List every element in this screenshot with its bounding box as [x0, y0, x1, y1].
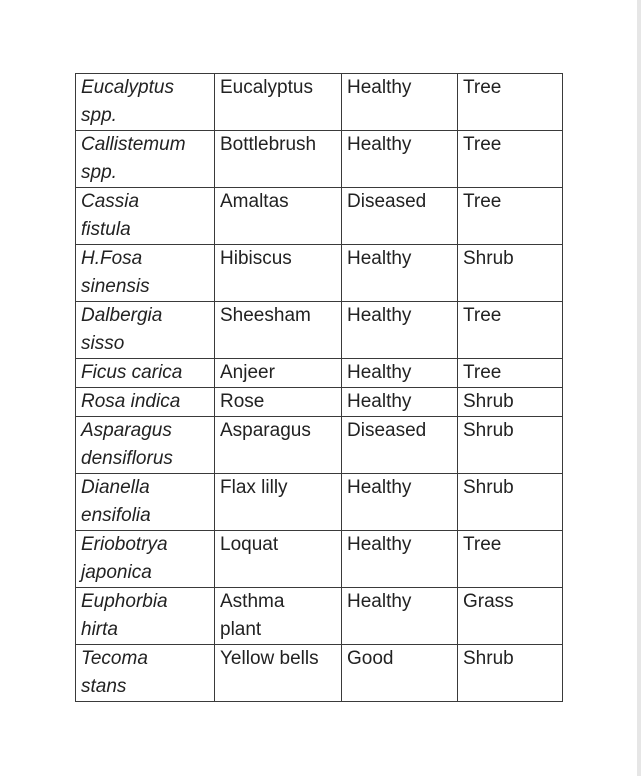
scientific-name-cell: [76, 588, 215, 645]
table-row: [76, 388, 563, 417]
common-name-cell-line: Hibiscus: [220, 248, 292, 269]
plant-type-cell: Shrub: [458, 417, 563, 474]
table-row: [76, 531, 563, 588]
table-row: [76, 302, 563, 359]
plant-type-cell: Tree: [458, 531, 563, 588]
common-name-cell: [215, 531, 342, 588]
common-name-cell-line: Rose: [220, 391, 265, 412]
scientific-name-cell-line: Eriobotrya: [81, 534, 168, 555]
plant-type-cell: Shrub: [458, 645, 563, 702]
common-name-cell: [215, 302, 342, 359]
common-name-cell-line: Eucalyptus: [220, 77, 313, 98]
scientific-name-cell-line: ensifolia: [81, 505, 151, 526]
plant-type-cell: Tree: [458, 188, 563, 245]
table-row: [76, 645, 563, 702]
table-row: [76, 188, 563, 245]
scientific-name-cell-line: Callistemum: [81, 134, 186, 155]
health-status-cell: Healthy: [342, 245, 458, 302]
common-name-cell-line: Bottlebrush: [220, 134, 317, 155]
common-name-cell: [215, 417, 342, 474]
scientific-name-cell-line: stans: [81, 676, 127, 697]
scientific-name-cell: [76, 645, 215, 702]
scientific-name-cell-line: spp.: [81, 105, 117, 126]
scientific-name-cell-line: H.Fosa: [81, 248, 143, 269]
scientific-name-cell: [76, 188, 215, 245]
scientific-name-cell: [76, 388, 215, 417]
scientific-name-cell-line: Asparagus: [81, 420, 172, 441]
plant-type-cell: Tree: [458, 359, 563, 388]
plant-type-cell: Shrub: [458, 245, 563, 302]
health-status-cell: Diseased: [342, 188, 458, 245]
health-status-cell: Healthy: [342, 302, 458, 359]
scientific-name-cell: [76, 359, 215, 388]
common-name-cell-line: Yellow bells: [220, 648, 319, 669]
scientific-name-cell-line: Tecoma: [81, 648, 148, 669]
common-name-cell-line: plant: [220, 619, 262, 640]
common-name-cell: [215, 74, 342, 131]
table-row: [76, 417, 563, 474]
plant-type-cell: Shrub: [458, 474, 563, 531]
common-name-cell-line: Amaltas: [220, 191, 289, 212]
scientific-name-cell-line: Rosa indica: [81, 391, 181, 412]
scientific-name-cell: [76, 302, 215, 359]
scientific-name-cell-line: sinensis: [81, 276, 150, 297]
health-status-cell: Healthy: [342, 131, 458, 188]
health-status-cell: Diseased: [342, 417, 458, 474]
common-name-cell: [215, 188, 342, 245]
common-name-cell-line: Flax lilly: [220, 477, 288, 498]
table-row: [76, 588, 563, 645]
scientific-name-cell: [76, 531, 215, 588]
scientific-name-cell: [76, 74, 215, 131]
scientific-name-cell-line: Dalbergia: [81, 305, 163, 326]
scientific-name-cell-line: Ficus carica: [81, 362, 183, 383]
table-row: [76, 359, 563, 388]
health-status-cell: Healthy: [342, 388, 458, 417]
plant-type-cell: Tree: [458, 302, 563, 359]
plant-table-body: [76, 74, 563, 702]
table-row: [76, 245, 563, 302]
common-name-cell-line: Anjeer: [220, 362, 275, 383]
common-name-cell-line: Asparagus: [220, 420, 311, 441]
common-name-cell: [215, 474, 342, 531]
scientific-name-cell-line: japonica: [81, 562, 152, 583]
common-name-cell: [215, 245, 342, 302]
scientific-name-cell: [76, 417, 215, 474]
plant-type-cell: Shrub: [458, 388, 563, 417]
plant-type-cell: Grass: [458, 588, 563, 645]
scientific-name-cell-line: sisso: [81, 333, 125, 354]
common-name-cell: [215, 645, 342, 702]
health-status-cell: Healthy: [342, 588, 458, 645]
common-name-cell: [215, 131, 342, 188]
scientific-name-cell-line: Eucalyptus: [81, 77, 174, 98]
table-row: [76, 74, 563, 131]
common-name-cell: [215, 388, 342, 417]
common-name-cell: [215, 588, 342, 645]
health-status-cell: Healthy: [342, 359, 458, 388]
scientific-name-cell-line: densiflorus: [81, 448, 173, 469]
scientific-name-cell-line: fistula: [81, 219, 131, 240]
health-status-cell: Healthy: [342, 474, 458, 531]
plant-type-cell: Tree: [458, 131, 563, 188]
scientific-name-cell-line: Euphorbia: [81, 591, 168, 612]
page-edge: [637, 0, 641, 776]
scientific-name-cell-line: hirta: [81, 619, 118, 640]
scientific-name-cell: [76, 245, 215, 302]
health-status-cell: Healthy: [342, 531, 458, 588]
plant-table: [75, 73, 563, 702]
common-name-cell-line: Loquat: [220, 534, 279, 555]
table-row: [76, 474, 563, 531]
scientific-name-cell: [76, 131, 215, 188]
scientific-name-cell-line: spp.: [81, 162, 117, 183]
scientific-name-cell-line: Cassia: [81, 191, 140, 212]
common-name-cell: [215, 359, 342, 388]
scientific-name-cell: [76, 474, 215, 531]
health-status-cell: Good: [342, 645, 458, 702]
health-status-cell: Healthy: [342, 74, 458, 131]
plant-type-cell: Tree: [458, 74, 563, 131]
table-row: [76, 131, 563, 188]
common-name-cell-line: Asthma: [220, 591, 285, 612]
scientific-name-cell-line: Dianella: [81, 477, 150, 498]
common-name-cell-line: Sheesham: [220, 305, 311, 326]
